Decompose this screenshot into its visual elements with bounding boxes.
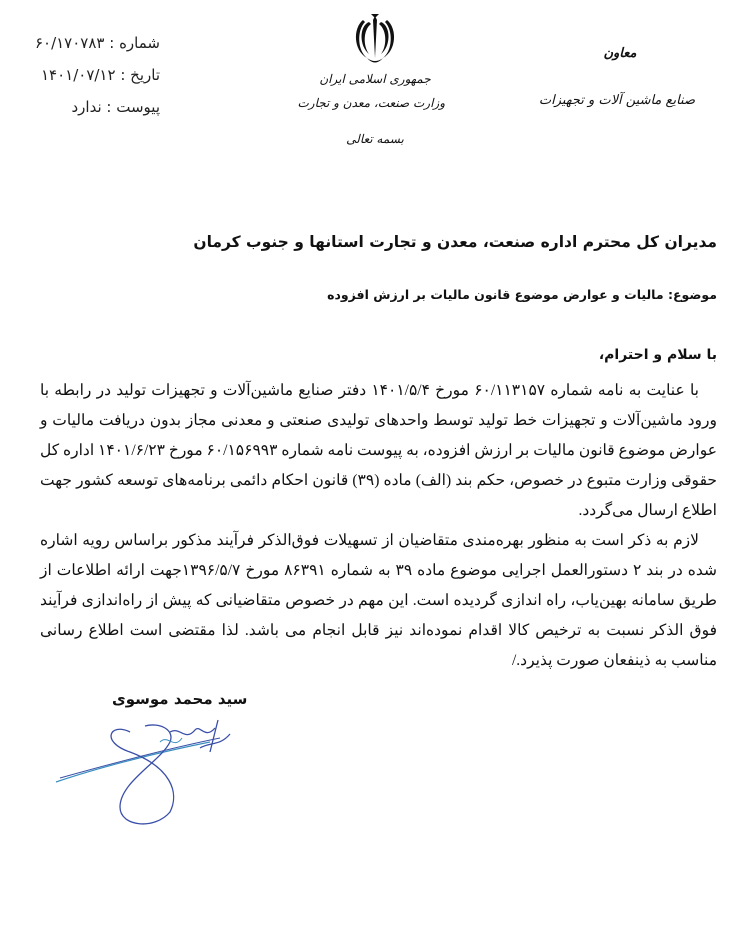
letter-date-value: ۱۴۰۱/۰۷/۱۲ xyxy=(40,66,116,84)
subject-line: موضوع: مالیات و عوارض موضوع قانون مالیات بر ارزش افزوده xyxy=(327,287,717,302)
letter-attachment xyxy=(72,100,161,115)
letterhead-country: جمهوری اسلامی ایران xyxy=(319,72,431,86)
letter-body xyxy=(40,376,717,676)
letter-date-label: تاریخ : xyxy=(120,66,160,84)
letterhead-deputy-title: معاون xyxy=(603,46,637,61)
iran-emblem-icon xyxy=(353,10,397,66)
letterhead-center xyxy=(297,10,445,146)
handwritten-signature-icon xyxy=(50,712,250,832)
letterhead-right xyxy=(538,46,695,108)
signer-name: سید محمد موسوی xyxy=(112,690,248,708)
greeting: با سلام و احترام، xyxy=(598,347,717,363)
letterhead-ministry: وزارت صنعت، معدن و تجارت xyxy=(297,96,445,110)
letter-number-label: شماره : xyxy=(109,34,160,52)
body-paragraph: با عنایت به نامه شماره ۶۰/۱۱۳۱۵۷ مورخ ۱۴۰۱/۵/۴ دفتر صنایع ماشین‌آلات و تجهیزات تولید در رابطه با ورود ماشین‌آلات و تجهیزات خط تولید توسط واحدهای تولیدی صنعتی و معدنی مجاز بدون دریافت مالیات و عوارض موضوع قانون مالیات بر ارزش افزوده، به پیوست نامه شماره ۶۰/۱۵۶۹۹۳ مورخ ۱۴۰۱/۶/۲۳ اداره کل حقوقی وزارت متبوع در خصوص، حکم بند (الف) ماده (۳۹) قانون احکام دائمی برنامه‌های توسعه کشور جهت اطلاع ارسال می‌گردد. xyxy=(40,382,717,519)
recipient-line: مدیران کل محترم اداره صنعت، معدن و تجارت استانها و جنوب کرمان xyxy=(193,233,717,251)
letterhead-deputy-department: صنایع ماشین آلات و تجهیزات xyxy=(538,93,695,108)
letter-number xyxy=(35,36,160,51)
letter-attachment-value: ندارد xyxy=(71,98,102,116)
letter-number-value: ۶۰/۱۷۰۷۸۳ xyxy=(34,34,105,52)
letterhead-bismillah: بسمه تعالی xyxy=(346,132,404,146)
body-paragraph: لازم به ذکر است به منظور بهره‌مندی متقاضیان از تسهیلات فوق‌الذکر فرآیند مذکور براساس رویه اشاره شده در بند ۲ دستورالعمل اجرایی موضوع ماده ۳۹ به شماره ۸۶۳۹۱ مورخ ۱۳۹۶/۵/۷جهت ارائه اطلاعات از طریق سامانه بهین‌یاب، راه اندازی گردیده است. این مهم در خصوص متقاضیانی که پیش از راه‌اندازی فرآیند فوق الذکر نسبت به ترخیص کالا اقدام نموده‌اند نیز قابل انجام می باشد. لذا مقتضی است اطلاع رسانی مناسب به ذینفعان صورت پذیرد./ xyxy=(40,532,717,669)
letter-attachment-label: پیوست : xyxy=(106,98,160,116)
letter-meta xyxy=(10,36,160,126)
letter-date xyxy=(41,68,160,83)
